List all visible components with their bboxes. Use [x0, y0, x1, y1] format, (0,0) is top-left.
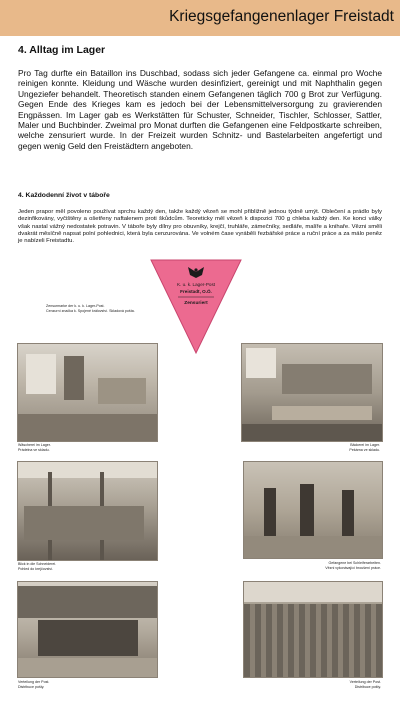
stamp-line-2: Freistadt, O.Ö.: [180, 289, 212, 294]
stamp-line-1: K. u. k. Lager-Post: [176, 282, 216, 287]
stamp-line-3: Zensuriert: [184, 301, 208, 306]
caption-laundry: Wäscherei im Lager. Prádelna ve skladu.: [18, 443, 51, 452]
caption-tailors: Blick in die Schneiderei. Pohled do krejčovství.: [18, 562, 57, 571]
section-heading-de: 4. Alltag im Lager: [18, 44, 106, 56]
page-title: Kriegsgefangenenlager Freistadt: [169, 8, 394, 25]
header-bar: [0, 0, 400, 36]
section-text-cz: Jeden prapor měl povoleno používat sprchu každý den, takže každý vězeň se mohl přibližně jednou týdně umýt. Oblečení a prádlo byly dezinfikovány, vyčištěny a ošetřeny naftalenem proti škůdcům. Teoreticky měl vězeň k dispozici 700 g chleba každý den. Ke konci války však nastal vážný nedostatek potravin. V táboře byly dílny pro obuvníky, krejčí, truhláře, zámečníky, sedláře, malíře a knihaře. Vězni směli dvakrát měsíčně napsat polní pohlednici, která byla cenzurována. Ve volném čase vyráběli řezbářské práce a ruční práce a za málo peněz je nabízeli Freistadtu.: [18, 209, 382, 245]
caption-crowd: Verteilung der Post. Distribuce pošty.: [349, 680, 381, 689]
photo-laundry: [17, 343, 158, 442]
censorship-stamp: [150, 258, 242, 354]
caption-bakery: Bäckerei im Lager. Pekárna ve skladu.: [349, 443, 380, 452]
caption-post: Verteilung der Post. Distribuce pošty.: [18, 680, 50, 689]
photo-tailors: [17, 461, 158, 561]
photo-post: [17, 581, 158, 678]
section-text-de: Pro Tag durfte ein Bataillon ins Duschbad, sodass sich jeder Gefangene ca. einmal pro Woche reinigen konnte. Kleidung und Wäsche wurden desinfiziert, gereinigt und mit Naphthalin gegen Ungeziefer behandelt. Theoretisch standen einem Gefangenen täglich 700 g Brot zur Verfügung. Gegen Ende des Krieges kam es jedoch bei der Lebensmittelversorgung zu gravierenden Engpässen. Im Lager gab es Werkstätten für Schuster, Schneider, Tischler, Schlosser, Sattler, Maler und Buchbinder. Zweimal pro Monat durften die Gefangenen eine Feldpostkarte schreiben, welche zensuriert wurde. In der Freizeit wurden Schnitz- und Bastelarbeiten angefertigt und gegen wenig Geld den Freistädtern angeboten.: [18, 68, 382, 151]
photo-bakery: [241, 343, 383, 442]
stamp-caption: Zensurmarke der k. u. k. Lager-Post. Cenzurní značka k. Spojené království. Skladová pošta.: [46, 304, 135, 313]
photo-crowd: [243, 581, 383, 678]
caption-grinder: Gefangene bei Schleiferarbeiten. Vězni vykonávající broušení práce.: [325, 561, 381, 570]
photo-grinder: [243, 461, 383, 559]
section-heading-cz: 4. Každodenní život v táboře: [18, 192, 110, 199]
